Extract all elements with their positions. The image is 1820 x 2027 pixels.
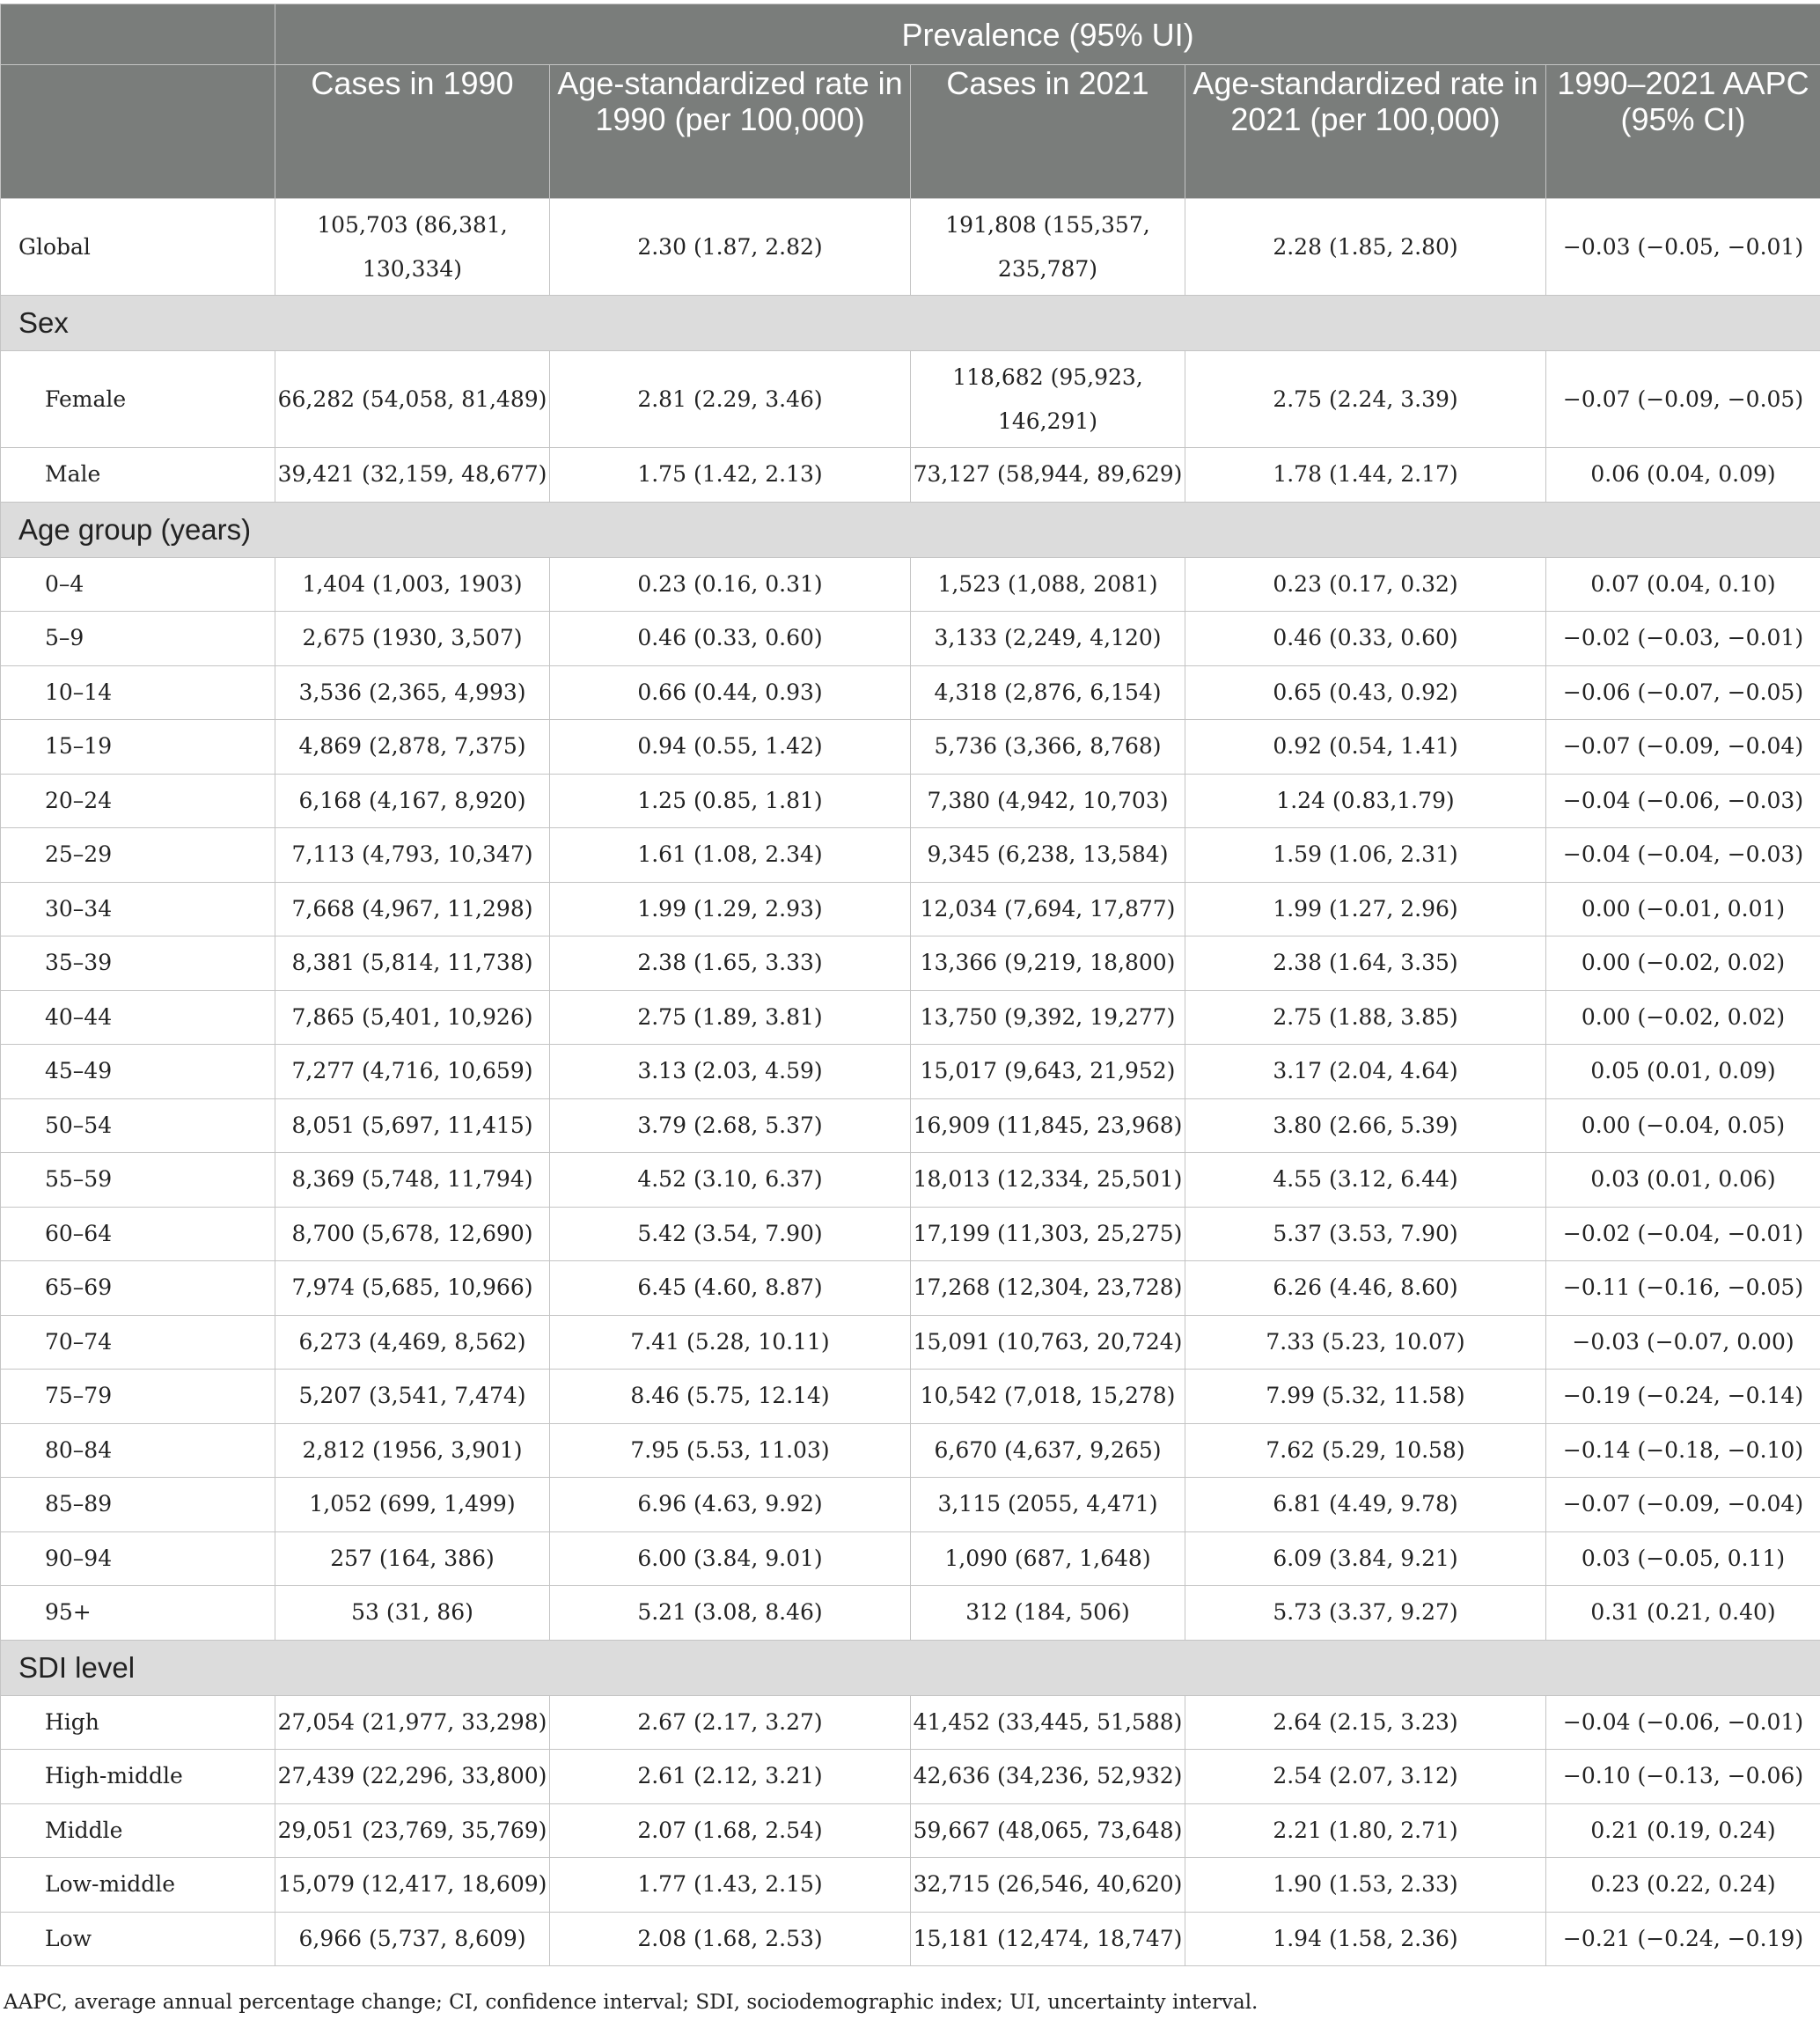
row-label: Global [1,199,275,296]
table-cell: −0.06 (−0.07, −0.05) [1546,665,1820,720]
table-row [1,1423,1820,1478]
table-cell: 59,667 (48,065, 73,648) [911,1803,1185,1858]
table-cell: 7,113 (4,793, 10,347) [275,828,550,883]
table-cell: 7,277 (4,716, 10,659) [275,1045,550,1099]
table-cell: 32,715 (26,546, 40,620) [911,1858,1185,1913]
table-row [1,828,1820,883]
table-footnote: AAPC, average annual percentage change; CI, confidence interval; SDI, sociodemographic index; UI, uncertainty interval. [4,1991,1259,2014]
table-cell: 8,700 (5,678, 12,690) [275,1207,550,1261]
table-cell: 7,668 (4,967, 11,298) [275,882,550,936]
table-row [1,1912,1820,1966]
table-cell: 105,703 (86,381, 130,334) [275,199,550,296]
table-row [1,199,1820,296]
row-label: Female [1,351,275,448]
table-cell: 1.94 (1.58, 2.36) [1185,1912,1546,1966]
table-cell: 7,865 (5,401, 10,926) [275,990,550,1045]
table-cell: 5.21 (3.08, 8.46) [550,1586,911,1641]
table-cell: 0.23 (0.16, 0.31) [550,557,911,612]
table-cell: 16,909 (11,845, 23,968) [911,1098,1185,1153]
table-cell: 0.00 (−0.02, 0.02) [1546,990,1820,1045]
table-cell: 7.41 (5.28, 10.11) [550,1315,911,1370]
table-cell: 15,079 (12,417, 18,609) [275,1858,550,1913]
table-cell: 6.96 (4.63, 9.92) [550,1478,911,1532]
table-cell: 2.38 (1.64, 3.35) [1185,936,1546,991]
table-cell: 0.92 (0.54, 1.41) [1185,720,1546,775]
row-label: 10–14 [1,665,275,720]
row-label: 75–79 [1,1370,275,1424]
table-cell: 7,380 (4,942, 10,703) [911,774,1185,828]
table-cell: 66,282 (54,058, 81,489) [275,351,550,448]
table-cell: 8,381 (5,814, 11,738) [275,936,550,991]
table-cell: 2.64 (2.15, 3.23) [1185,1695,1546,1750]
table-cell: 0.05 (0.01, 0.09) [1546,1045,1820,1099]
table-row [1,1207,1820,1261]
table-cell: 42,636 (34,236, 52,932) [911,1750,1185,1804]
table-cell: 1.24 (0.83,1.79) [1185,774,1546,828]
table-row [1,936,1820,991]
table-cell: 27,054 (21,977, 33,298) [275,1695,550,1750]
table-cell: 7.99 (5.32, 11.58) [1185,1370,1546,1424]
table-cell: 3.13 (2.03, 4.59) [550,1045,911,1099]
column-header: Age-standardized rate in 1990 (per 100,000) [550,65,911,199]
table-cell: 17,199 (11,303, 25,275) [911,1207,1185,1261]
table-body [1,199,1820,1966]
table-row [1,1261,1820,1316]
table-cell: 4,869 (2,878, 7,375) [275,720,550,775]
table-cell: 4.52 (3.10, 6.37) [550,1153,911,1208]
table-cell: 9,345 (6,238, 13,584) [911,828,1185,883]
table-cell: 0.00 (−0.01, 0.01) [1546,882,1820,936]
table-cell: 0.00 (−0.04, 0.05) [1546,1098,1820,1153]
section-header-row [1,1640,1820,1695]
table-cell: 2.81 (2.29, 3.46) [550,351,911,448]
table-cell: 4,318 (2,876, 6,154) [911,665,1185,720]
table-cell: 7.33 (5.23, 10.07) [1185,1315,1546,1370]
table-row [1,612,1820,666]
table-cell: 1,052 (699, 1,499) [275,1478,550,1532]
row-label: 30–34 [1,882,275,936]
table-cell: 1.75 (1.42, 2.13) [550,448,911,503]
section-title: Sex [1,296,1820,351]
row-label: 55–59 [1,1153,275,1208]
table-cell: 1,090 (687, 1,648) [911,1531,1185,1586]
table-cell: 15,091 (10,763, 20,724) [911,1315,1185,1370]
table-cell: 2.08 (1.68, 2.53) [550,1912,911,1966]
table-row [1,1586,1820,1641]
row-label: 15–19 [1,720,275,775]
table-cell: 118,682 (95,923, 146,291) [911,351,1185,448]
table-cell: 41,452 (33,445, 51,588) [911,1695,1185,1750]
table-row [1,1370,1820,1424]
table-cell: 17,268 (12,304, 23,728) [911,1261,1185,1316]
table-cell: 3.17 (2.04, 4.64) [1185,1045,1546,1099]
table-cell: 73,127 (58,944, 89,629) [911,448,1185,503]
table-row [1,1315,1820,1370]
table-cell: 0.03 (−0.05, 0.11) [1546,1531,1820,1586]
row-label: 25–29 [1,828,275,883]
table-cell: 27,439 (22,296, 33,800) [275,1750,550,1804]
table-cell: 2.75 (1.88, 3.85) [1185,990,1546,1045]
table-cell: 191,808 (155,357, 235,787) [911,199,1185,296]
group-header: Prevalence (95% UI) [275,4,1820,65]
table-cell: −0.07 (−0.09, −0.04) [1546,1478,1820,1532]
table-cell: 257 (164, 386) [275,1531,550,1586]
table-cell: 0.23 (0.17, 0.32) [1185,557,1546,612]
row-label: 50–54 [1,1098,275,1153]
row-label: 5–9 [1,612,275,666]
table-cell: 8,051 (5,697, 11,415) [275,1098,550,1153]
table-row [1,557,1820,612]
table-cell: 2,675 (1930, 3,507) [275,612,550,666]
table-cell: −0.04 (−0.06, −0.01) [1546,1695,1820,1750]
row-label: High [1,1695,275,1750]
table-cell: 12,034 (7,694, 17,877) [911,882,1185,936]
row-label: 85–89 [1,1478,275,1532]
table-cell: 0.23 (0.22, 0.24) [1546,1858,1820,1913]
table-cell: 29,051 (23,769, 35,769) [275,1803,550,1858]
table-cell: 2.75 (2.24, 3.39) [1185,351,1546,448]
table-cell: −0.03 (−0.07, 0.00) [1546,1315,1820,1370]
table-cell: 6,273 (4,469, 8,562) [275,1315,550,1370]
table-cell: 0.31 (0.21, 0.40) [1546,1586,1820,1641]
table-cell: 13,366 (9,219, 18,800) [911,936,1185,991]
table-row [1,1750,1820,1804]
table-cell: −0.14 (−0.18, −0.10) [1546,1423,1820,1478]
table-row [1,1531,1820,1586]
table-cell: 2.54 (2.07, 3.12) [1185,1750,1546,1804]
header-empty-corner [1,4,275,65]
table-cell: 5,736 (3,366, 8,768) [911,720,1185,775]
table-row [1,720,1820,775]
row-label: 40–44 [1,990,275,1045]
table-cell: 0.46 (0.33, 0.60) [550,612,911,666]
table-row [1,1695,1820,1750]
row-label: 35–39 [1,936,275,991]
table-cell: 0.66 (0.44, 0.93) [550,665,911,720]
section-title: Age group (years) [1,502,1820,557]
table-cell: 1.78 (1.44, 2.17) [1185,448,1546,503]
table-cell: 1.61 (1.08, 2.34) [550,828,911,883]
table-cell: 1.59 (1.06, 2.31) [1185,828,1546,883]
table-cell: 15,181 (12,474, 18,747) [911,1912,1185,1966]
row-label: High-middle [1,1750,275,1804]
row-label: 70–74 [1,1315,275,1370]
table-row [1,351,1820,448]
row-label: 45–49 [1,1045,275,1099]
table-cell: 2.38 (1.65, 3.33) [550,936,911,991]
table-cell: 1.99 (1.29, 2.93) [550,882,911,936]
table-cell: 6.45 (4.60, 8.87) [550,1261,911,1316]
section-header-row [1,502,1820,557]
table-cell: 0.00 (−0.02, 0.02) [1546,936,1820,991]
column-header: Age-standardized rate in 2021 (per 100,000) [1185,65,1546,199]
table-cell: 3.79 (2.68, 5.37) [550,1098,911,1153]
table-cell: −0.03 (−0.05, −0.01) [1546,199,1820,296]
table-cell: 5.37 (3.53, 7.90) [1185,1207,1546,1261]
table-cell: 0.46 (0.33, 0.60) [1185,612,1546,666]
table-cell: −0.07 (−0.09, −0.04) [1546,720,1820,775]
table-row [1,1098,1820,1153]
table-cell: 0.65 (0.43, 0.92) [1185,665,1546,720]
table-cell: 3,536 (2,365, 4,993) [275,665,550,720]
row-label: Low-middle [1,1858,275,1913]
row-label: Middle [1,1803,275,1858]
table-row [1,665,1820,720]
table-cell: 6,966 (5,737, 8,609) [275,1912,550,1966]
table-cell: 1.77 (1.43, 2.15) [550,1858,911,1913]
table-cell: 1,523 (1,088, 2081) [911,557,1185,612]
table-cell: 3,133 (2,249, 4,120) [911,612,1185,666]
table-cell: 1.99 (1.27, 2.96) [1185,882,1546,936]
column-header: Cases in 1990 [275,65,550,199]
table-cell: 2.07 (1.68, 2.54) [550,1803,911,1858]
table-cell: 0.03 (0.01, 0.06) [1546,1153,1820,1208]
table-cell: 7.95 (5.53, 11.03) [550,1423,911,1478]
table-cell: 15,017 (9,643, 21,952) [911,1045,1185,1099]
table-cell: 5.42 (3.54, 7.90) [550,1207,911,1261]
table-cell: 1.25 (0.85, 1.81) [550,774,911,828]
table-cell: 6,168 (4,167, 8,920) [275,774,550,828]
table-cell: 312 (184, 506) [911,1586,1185,1641]
table-cell: 1.90 (1.53, 2.33) [1185,1858,1546,1913]
table-cell: 5.73 (3.37, 9.27) [1185,1586,1546,1641]
table-cell: 2.67 (2.17, 3.27) [550,1695,911,1750]
table-cell: 53 (31, 86) [275,1586,550,1641]
table-cell: 0.21 (0.19, 0.24) [1546,1803,1820,1858]
row-label: 20–24 [1,774,275,828]
table-row [1,990,1820,1045]
table-cell: −0.02 (−0.03, −0.01) [1546,612,1820,666]
table-cell: 6.09 (3.84, 9.21) [1185,1531,1546,1586]
table-row [1,1478,1820,1532]
column-header: 1990–2021 AAPC (95% CI) [1546,65,1820,199]
section-title: SDI level [1,1640,1820,1695]
table-cell: 8,369 (5,748, 11,794) [275,1153,550,1208]
table-cell: 3.80 (2.66, 5.39) [1185,1098,1546,1153]
table-cell: 0.06 (0.04, 0.09) [1546,448,1820,503]
table-cell: −0.04 (−0.06, −0.03) [1546,774,1820,828]
table-cell: 1,404 (1,003, 1903) [275,557,550,612]
row-label: 0–4 [1,557,275,612]
table-cell: 0.94 (0.55, 1.42) [550,720,911,775]
table-row [1,882,1820,936]
table-row [1,1153,1820,1208]
row-label: 95+ [1,1586,275,1641]
table-cell: −0.02 (−0.04, −0.01) [1546,1207,1820,1261]
row-label: Male [1,448,275,503]
table-row [1,1858,1820,1913]
row-label: 65–69 [1,1261,275,1316]
table-cell: 3,115 (2055, 4,471) [911,1478,1185,1532]
header-label-column [1,65,275,199]
table-cell: 6,670 (4,637, 9,265) [911,1423,1185,1478]
table-cell: 5,207 (3,541, 7,474) [275,1370,550,1424]
table-cell: 8.46 (5.75, 12.14) [550,1370,911,1424]
table-cell: −0.04 (−0.04, −0.03) [1546,828,1820,883]
table-row [1,774,1820,828]
section-header-row [1,296,1820,351]
table-cell: 2.28 (1.85, 2.80) [1185,199,1546,296]
table-row [1,448,1820,503]
table-cell: 4.55 (3.12, 6.44) [1185,1153,1546,1208]
table-cell: 10,542 (7,018, 15,278) [911,1370,1185,1424]
table-cell: 0.07 (0.04, 0.10) [1546,557,1820,612]
table-row [1,1803,1820,1858]
row-label: 80–84 [1,1423,275,1478]
table-cell: −0.11 (−0.16, −0.05) [1546,1261,1820,1316]
table-cell: 2.75 (1.89, 3.81) [550,990,911,1045]
row-label: Low [1,1912,275,1966]
table-cell: 6.81 (4.49, 9.78) [1185,1478,1546,1532]
column-header: Cases in 2021 [911,65,1185,199]
table-cell: 18,013 (12,334, 25,501) [911,1153,1185,1208]
table-cell: −0.07 (−0.09, −0.05) [1546,351,1820,448]
table-cell: 13,750 (9,392, 19,277) [911,990,1185,1045]
table-cell: 6.26 (4.46, 8.60) [1185,1261,1546,1316]
table-cell: 39,421 (32,159, 48,677) [275,448,550,503]
table-cell: −0.21 (−0.24, −0.19) [1546,1912,1820,1966]
table-cell: 7,974 (5,685, 10,966) [275,1261,550,1316]
table-cell: −0.19 (−0.24, −0.14) [1546,1370,1820,1424]
row-label: 90–94 [1,1531,275,1586]
table-cell: 2.30 (1.87, 2.82) [550,199,911,296]
table-cell: 2,812 (1956, 3,901) [275,1423,550,1478]
table-cell: 2.61 (2.12, 3.21) [550,1750,911,1804]
table-row [1,1045,1820,1099]
prevalence-table [0,4,1820,1966]
table-cell: 7.62 (5.29, 10.58) [1185,1423,1546,1478]
table-cell: 2.21 (1.80, 2.71) [1185,1803,1546,1858]
table-cell: 6.00 (3.84, 9.01) [550,1531,911,1586]
row-label: 60–64 [1,1207,275,1261]
table-cell: −0.10 (−0.13, −0.06) [1546,1750,1820,1804]
